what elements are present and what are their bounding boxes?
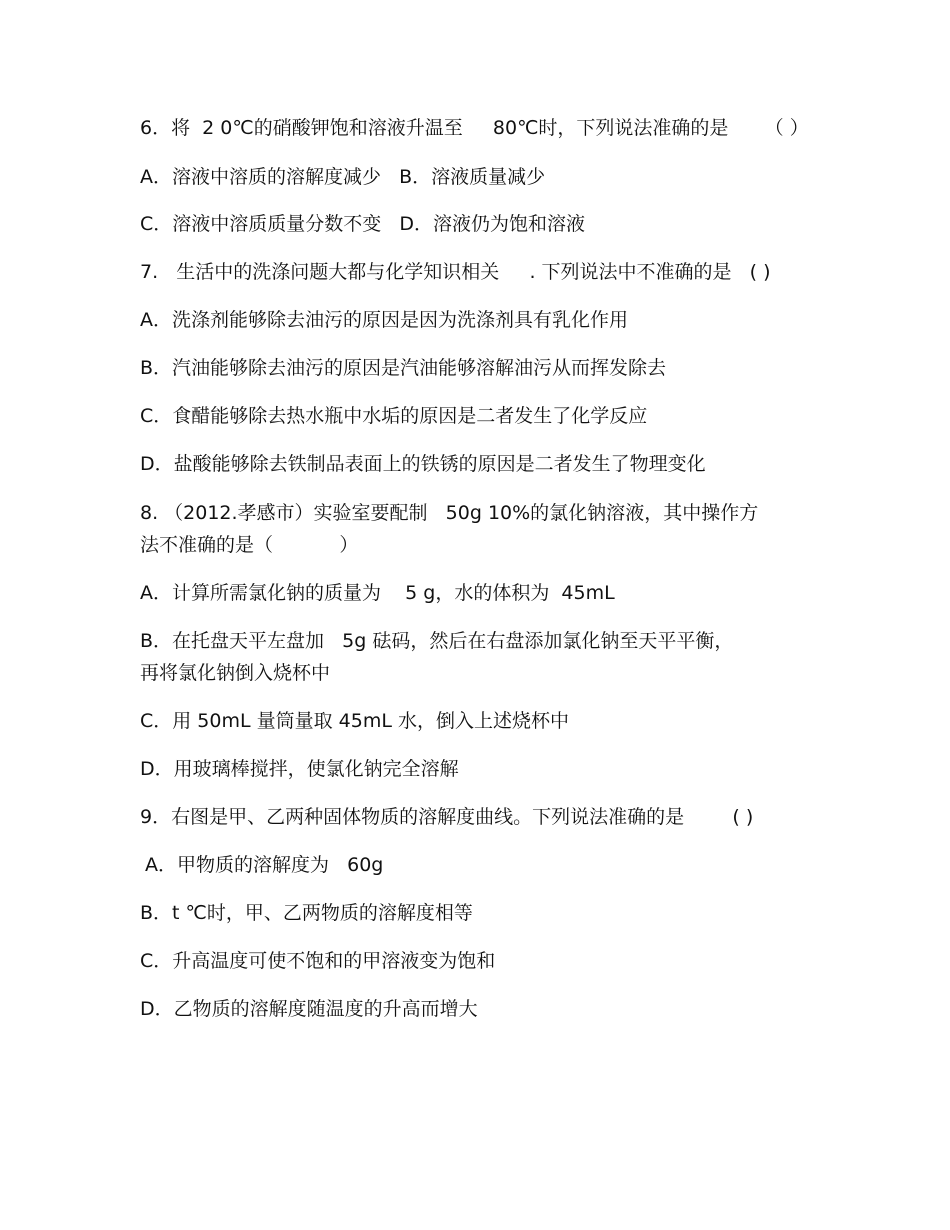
question-9-option-a: A．甲物质的溶解度为 60g [145,854,384,876]
question-7-option-a: A．洗涤剂能够除去油污的原因是因为洗涤剂具有乳化作用 [140,309,628,331]
question-8-stem-line1: 8. （2012.孝感市）实验室要配制 50g 10%的氯化钠溶液，其中操作方 [140,502,759,524]
question-7-option-b: B．汽油能够除去油污的原因是汽油能够溶解油污从而挥发除去 [140,357,667,379]
question-6-options-cd: C．溶液中溶质质量分数不变 D．溶液仍为饱和溶液 [140,213,586,235]
question-9-option-c: C．升高温度可使不饱和的甲溶液变为饱和 [140,950,496,972]
question-7-stem: 7. 生活中的洗涤问题大都与化学知识相关 . 下列说法中不准确的是 ( ) [140,261,771,283]
question-7-option-c: C．食醋能够除去热水瓶中水垢的原因是二者发生了化学反应 [140,405,648,427]
question-6-options-ab: A．溶液中溶质的溶解度减少 B．溶液质量减少 [140,166,546,188]
question-8-option-a: A．计算所需氯化钠的质量为 5 g，水的体积为 45mL [140,582,615,604]
question-8-option-b-line2: 再将氯化钠倒入烧杯中 [140,662,331,684]
question-9-stem: 9．右图是甲、乙两种固体物质的溶解度曲线。下列说法准确的是 ( ) [140,806,754,828]
question-8-option-c: C．用 50mL 量筒量取 45mL 水，倒入上述烧杯中 [140,710,569,732]
question-9-option-b: B．t ℃时，甲、乙两物质的溶解度相等 [140,902,473,924]
question-9-option-d: D．乙物质的溶解度随温度的升高而增大 [140,998,478,1020]
question-8-stem-line2: 法不准确的是（ ） [140,534,359,556]
question-8-option-b-line1: B．在托盘天平左盘加 5g 砝码，然后在右盘添加氯化钠至天平平衡， [140,630,734,652]
question-7-option-d: D．盐酸能够除去铁制品表面上的铁锈的原因是二者发生了物理变化 [140,453,706,475]
question-6-stem: 6．将 2 0℃的硝酸钾饱和溶液升温至 80℃时，下列说法准确的是 （ ） [140,117,809,139]
question-8-option-d: D．用玻璃棒搅拌，使氯化钠完全溶解 [140,758,459,780]
